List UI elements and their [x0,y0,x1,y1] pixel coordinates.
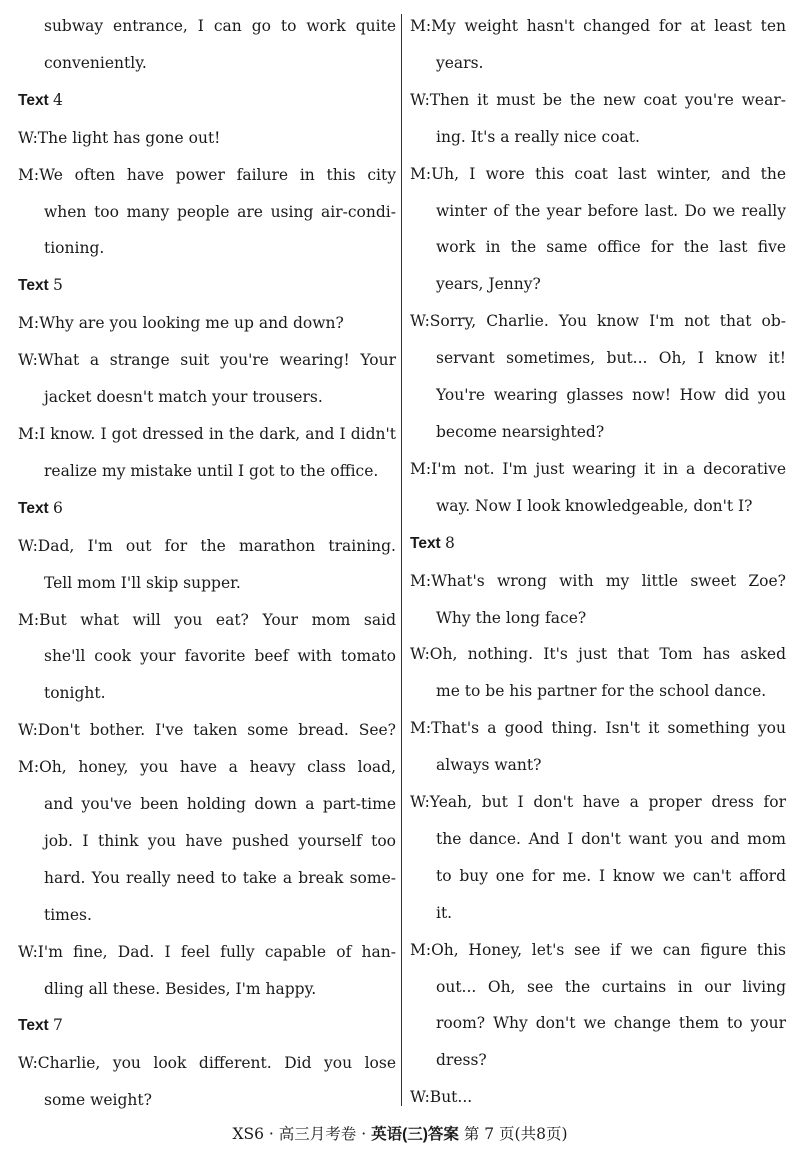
dialogue-line-continuation: it. [436,903,453,922]
dialogue-line: W:I'm fine, Dad. I feel fully capable of han- [18,942,396,961]
dialogue-line-continuation: out... Oh, see the curtains in our living [436,977,786,996]
section-heading-number: 4 [53,90,63,109]
dialogue-line: W:The light has gone out! [18,128,221,147]
dialogue-line-continuation: Why the long face? [436,608,587,627]
dialogue-line-continuation: way. Now I look knowledgeable, don't I? [436,496,753,515]
dialogue-line: M:We often have power failure in this city [18,165,396,184]
dialogue-line-continuation: Tell mom I'll skip supper. [44,573,241,592]
section-heading [18,267,396,305]
dialogue-line-continuation: servant sometimes, but... Oh, I know it! [436,349,786,368]
section-heading-number: 6 [53,498,63,517]
dialogue-line-continuation: me to be his partner for the school dance. [436,682,767,701]
section-heading-number: 7 [53,1016,63,1035]
dialogue-line: W:Oh, nothing. It's just that Tom has asked [410,645,786,664]
dialogue-line: W:But... [410,1088,473,1107]
dialogue-line: M:Uh, I wore this coat last winter, and the [410,164,786,183]
dialogue-line-continuation: tonight. [44,684,106,703]
dialogue-line: M:Oh, Honey, let's see if we can figure this [410,940,786,959]
right-column [410,8,786,1116]
footer-page-info: 第 7 页(共8页) [458,1125,568,1143]
dialogue-line-continuation: years. [436,53,484,72]
section-heading-label: Text [410,534,441,552]
dialogue-line: M:Why are you looking me up and down? [18,314,344,333]
dialogue-line-continuation: dress? [436,1051,487,1070]
dialogue-line-continuation: become nearsighted? [436,422,605,441]
section-heading-label: Text [18,91,49,109]
footer-exam: 高三月考卷 [278,1125,357,1143]
dialogue-line-continuation: years, Jenny? [436,275,541,294]
dialogue-line-continuation: room? Why don't we change them to your [436,1014,786,1033]
dialogue-line-continuation: work in the same office for the last five [436,238,786,257]
dialogue-line-continuation: the dance. And I don't want you and mom [436,829,786,848]
dialogue-line: M:I know. I got dressed in the dark, and I didn't [18,424,396,443]
footer-separator: · [264,1125,279,1143]
dialogue-line: W:Sorry, Charlie. You know I'm not that ob- [410,312,786,331]
footer-code: XS6 [232,1125,264,1143]
dialogue-line: W:Don't bother. I've taken some bread. See? [18,721,396,740]
dialogue-line: W:Yeah, but I don't have a proper dress for [410,793,786,812]
dialogue-line: M:Oh, honey, you have a heavy class load, [18,758,396,777]
dialogue-line: W:What a strange suit you're wearing! Your [18,351,396,370]
dialogue-line: M:What's wrong with my little sweet Zoe? [410,571,786,590]
dialogue-line-continuation: job. I think you have pushed yourself too [44,831,396,850]
dialogue-line: M:That's a good thing. Isn't it something you [410,719,786,738]
left-column [18,8,396,1119]
section-heading-number: 5 [53,276,63,295]
dialogue-line-continuation: ing. It's a really nice coat. [436,127,640,146]
dialogue-line-continuation: tioning. [44,239,105,258]
dialogue-line-continuation: winter of the year before last. Do we really [436,201,786,220]
dialogue-line-continuation: when too many people are using air-condi- [44,202,396,221]
section-heading [18,82,396,120]
dialogue-line-continuation: always want? [436,756,542,775]
dialogue-line-continuation: she'll cook your favorite beef with tomato [44,647,396,666]
footer-subject: 英语(三)答案 [371,1126,459,1143]
dialogue-line: W:Dad, I'm out for the marathon training. [18,536,396,555]
dialogue-line-continuation: and you've been holding down a part-time [44,795,396,814]
dialogue-line-continuation: You're wearing glasses now! How did you [436,386,786,405]
dialogue-line-continuation: times. [44,905,92,924]
dialogue-line: W:Then it must be the new coat you're wear- [410,90,786,109]
dialogue-line-continuation: subway entrance, I can go to work quite [44,17,396,35]
dialogue-line-continuation: conveniently. [44,53,147,72]
dialogue-line-continuation: some weight? [44,1091,152,1110]
dialogue-line-continuation: realize my mistake until I got to the office. [44,461,379,480]
section-heading-label: Text [18,499,49,517]
section-heading [18,490,396,528]
dialogue-line-continuation: hard. You really need to take a break some- [44,868,396,887]
section-heading [18,1007,396,1045]
section-heading-label: Text [18,277,49,295]
dialogue-line-continuation: jacket doesn't match your trousers. [44,388,323,407]
column-divider [401,14,402,1106]
section-heading-label: Text [18,1017,49,1035]
section-heading [410,525,786,563]
dialogue-line: M:I'm not. I'm just wearing it in a decorative [410,459,786,478]
dialogue-line: M:But what will you eat? Your mom said [18,610,396,629]
section-heading-number: 8 [445,533,455,552]
dialogue-line-continuation: dling all these. Besides, I'm happy. [44,979,317,998]
dialogue-line-continuation: to buy one for me. I know we can't afford [436,866,786,885]
footer-separator: · [356,1125,372,1143]
page-footer [0,1122,800,1144]
dialogue-line: W:Charlie, you look different. Did you lose [18,1054,396,1073]
dialogue-line: M:My weight hasn't changed for at least ten [410,17,786,35]
